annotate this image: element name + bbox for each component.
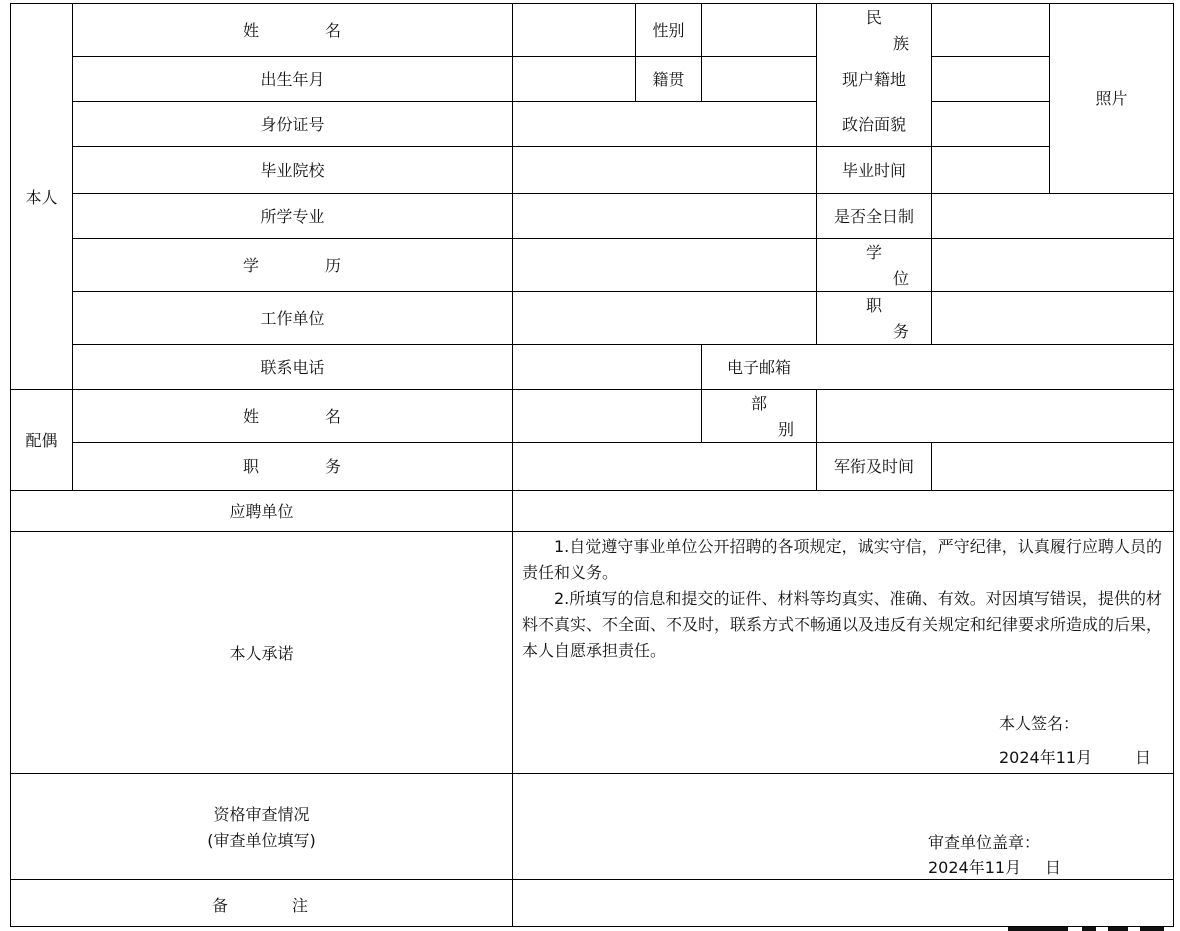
name-label-char2: 名 [325,21,342,40]
phone-label: 联系电话 [260,358,325,377]
spouse-post-label-char1: 职 [243,457,260,476]
education-label-char2: 历 [325,256,342,275]
spouse-post-label-char2: 务 [325,457,342,476]
post-label-char1: 职 [866,296,883,315]
degree-label-char2: 位 [893,269,910,288]
native-place-label: 籍贯 [652,70,685,89]
pledge-signature-label: 本人签名： [999,714,1080,733]
ethnicity-label-char2: 族 [893,34,910,53]
pledge-label: 本人承诺 [229,644,294,663]
photo-label: 照片 [1095,89,1128,108]
review-label-line2: (审查单位填写) [207,831,316,850]
birth-date-label: 出生年月 [260,70,325,89]
id-number-label: 身份证号 [260,115,325,134]
employer-label: 工作单位 [260,309,325,328]
pledge-paragraph-1: 1.自觉遵守事业单位公开招聘的各项规定，诚实守信，严守纪律，认真履行应聘人员的责任和义务。 [522,537,1162,582]
post-label-char2: 务 [893,322,910,341]
review-date-day: 日 [1045,858,1062,877]
email-label: 电子邮箱 [726,358,791,377]
pledge-date-day: 日 [1135,748,1152,767]
pledge-date-year-month: 2024年11月 [999,748,1093,767]
spouse-section-label: 配偶 [25,431,58,450]
major-label: 所学专业 [260,207,325,226]
ethnicity-label-char1: 民 [866,8,883,27]
name-label-char1: 姓 [243,21,260,40]
review-label-line1: 资格审查情况 [213,805,310,824]
spouse-branch-label-char1: 部 [751,394,768,413]
household-registration-label: 现户籍地 [841,70,906,89]
school-label: 毕业院校 [260,161,325,180]
remarks-label-char2: 注 [292,896,309,915]
self-section-label: 本人 [25,188,58,207]
review-date-year-month: 2024年11月 [928,858,1022,877]
degree-label-char1: 学 [866,243,883,262]
political-status-label: 政治面貌 [841,115,906,134]
apply-unit-label: 应聘单位 [229,502,294,521]
remarks-label-char1: 备 [212,896,229,915]
pledge-paragraph-2: 2.所填写的信息和提交的证件、材料等均真实、准确、有效。对因填写错误，提供的材料不真实、不全面、不及时，联系方式不畅通以及违反有关规定和纪律要求所造成的后果，本人自愿承担责任。 [522,589,1163,660]
education-label-char1: 学 [243,256,260,275]
spouse-branch-label-char2: 别 [778,420,795,439]
spouse-name-label-char1: 姓 [243,407,260,426]
gender-label: 性别 [652,21,685,40]
fulltime-label: 是否全日制 [833,207,914,226]
graduation-time-label: 毕业时间 [841,161,906,180]
spouse-name-label-char2: 名 [325,407,342,426]
review-seal-label: 审查单位盖章： [928,833,1041,852]
spouse-rank-label: 军衔及时间 [833,457,914,476]
